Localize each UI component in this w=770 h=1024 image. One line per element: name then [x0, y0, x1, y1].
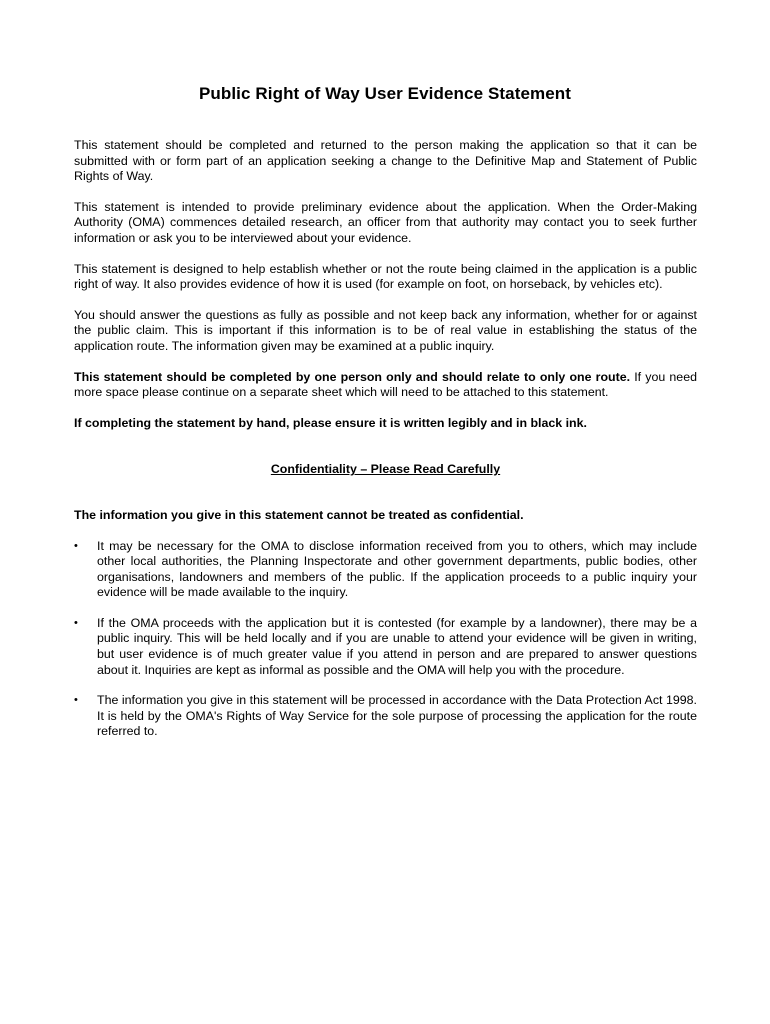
confidentiality-heading: Confidentiality – Please Read Carefully [270, 462, 501, 477]
one-person-paragraph [74, 370, 697, 401]
one-person-rest-text: If you need more space please continue on a separate sheet which will need to be attached to this statement. [74, 369, 697, 400]
intro-paragraph-preliminary: This statement is intended to provide preliminary evidence about the application. When the Order-Making Authority (OMA) commences detailed research, an officer from that authority may contact you to seek further information or ask you to be interviewed about your evidence. [74, 199, 697, 245]
one-person-bold-text: This statement should be completed by one person only and should relate to only one route. [74, 369, 631, 384]
bullet-text-data-protection: The information you give in this statement will be processed in accordance with the Data Protection Act 1998. It is held by the OMA's Rights of Way Service for the sole purpose of processing the application for the route referred to. [97, 693, 697, 739]
bullet-text-inquiry: If the OMA proceeds with the application but it is contested (for example by a landowner), there may be a public inquiry. This will be held locally and if you are unable to attend your evidence will be given in writing, but user evidence is of much greater value if you attend in person and are prepared to answer questions about it. Inquiries are kept as informal as possible and the OMA will help you with the procedure. [97, 615, 697, 677]
document-title: Public Right of Way User Evidence Statement [198, 84, 572, 103]
list-item [74, 539, 697, 601]
list-item [74, 693, 697, 740]
intro-paragraph-completion: This statement should be completed and returned to the person making the application so that it can be submitted with or form part of an application seeking a change to the Definitive Map and Statement of Public Rights of Way. [74, 138, 697, 184]
hand-completion-note: If completing the statement by hand, please ensure it is written legibly and in black ink. [74, 415, 587, 430]
bullet-icon: • [74, 539, 78, 552]
bullet-icon: • [74, 694, 78, 707]
bullet-text-disclosure: It may be necessary for the OMA to disclose information received from you to others, which may include other local authorities, the Planning Inspectorate and other government departments, public bodies, other organisations, landowners and members of the public. If the application proceeds to a public inquiry your evidence will be made available to the inquiry. [97, 538, 697, 600]
intro-paragraph-purpose: This statement is designed to help establish whether or not the route being claimed in the application is a public right of way. It also provides evidence of how it is used (for example on foot, on horseback, by vehicles etc). [74, 261, 697, 292]
document-body [74, 138, 697, 755]
confidentiality-lead: The information you give in this statement cannot be treated as confidential. [74, 507, 524, 522]
list-item [74, 616, 697, 678]
confidentiality-bullet-list [74, 539, 697, 741]
intro-paragraph-answers: You should answer the questions as fully as possible and not keep back any information, whether for or against the public claim. This is important if this information is to be of real value in establishing the status of the application route. The information given may be examined at a public inquiry. [74, 307, 697, 353]
bullet-icon: • [74, 616, 78, 629]
